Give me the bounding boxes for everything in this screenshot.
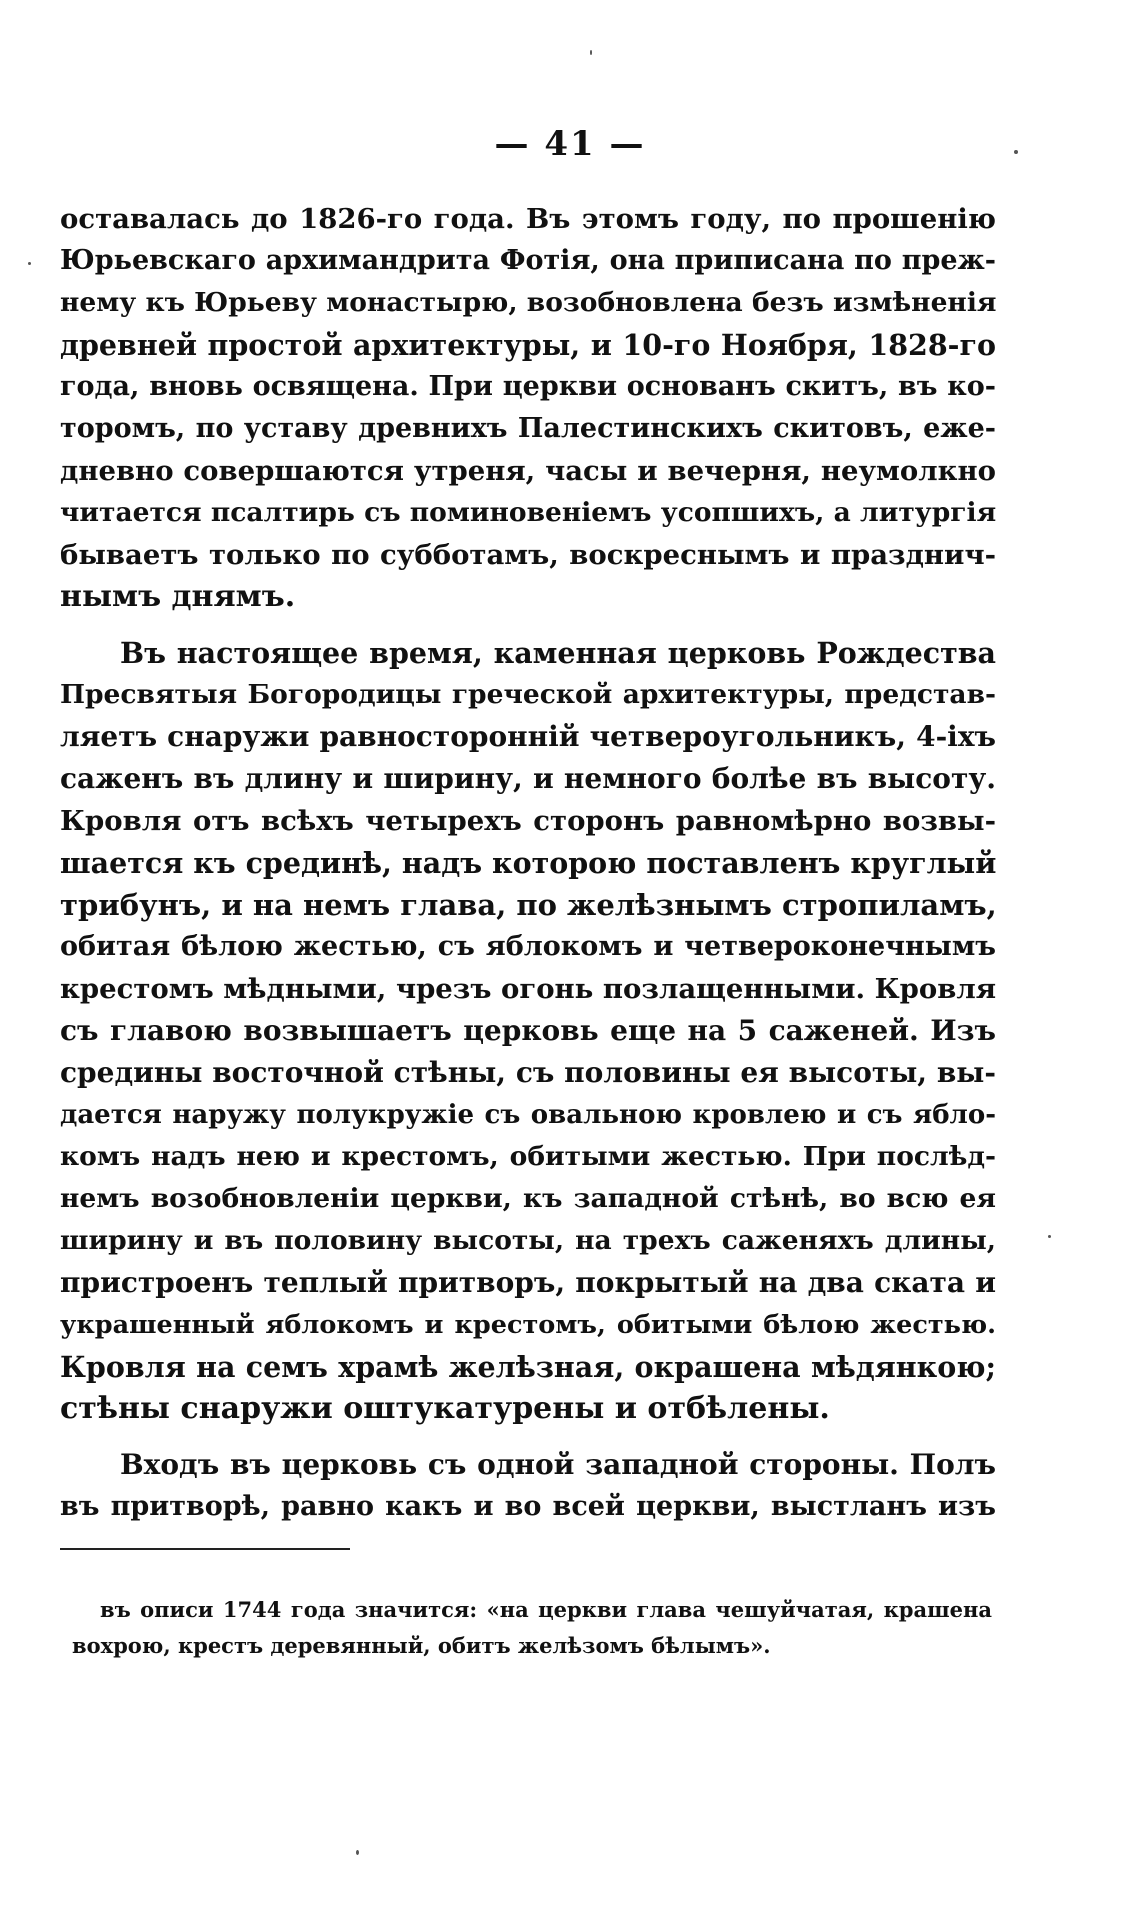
text-line: стѣны снаружи оштукатурены и отбѣлены.: [60, 1391, 830, 1426]
text-line: съ главою возвышаетъ церковь еще на 5 саженей. Изъ: [60, 1014, 996, 1047]
text-line: ширину и въ половину высоты, на трехъ саженяхъ длины,: [60, 1225, 996, 1256]
text-line: читается псалтирь съ поминовеніемъ усопшихъ, а литургія: [60, 497, 997, 528]
body-text: [60, 198, 996, 1528]
text-line: Юрьевскаго архимандрита Фотія, она приписана по преж-: [60, 245, 996, 276]
paragraph-2: [60, 632, 996, 1430]
text-line: въ притворѣ, равно какъ и во всей церкви, выстланъ изъ: [60, 1491, 996, 1522]
text-line: оставалась до 1826-го года. Въ этомъ году, по прошенію: [60, 203, 996, 235]
text-line: крестомъ мѣдными, чрезъ огонь позлащенными. Кровля: [60, 973, 997, 1005]
scan-speck: [1014, 150, 1018, 154]
scan-speck: [590, 50, 592, 55]
text-line: обитая бѣлою жестью, съ яблокомъ и четвероконечнымъ: [60, 931, 996, 962]
text-line: нему къ Юрьеву монастырю, возобновлена безъ измѣненія: [60, 287, 997, 318]
text-line: торомъ, по уставу древнихъ Палестинскихъ скитовъ, еже-: [60, 413, 996, 444]
paragraph-1: [60, 198, 996, 618]
footnote: [72, 1592, 992, 1664]
footnote-line: вохрою, крестъ деревянный, обитъ желѣзомъ бѣлымъ».: [72, 1633, 771, 1658]
text-line: украшенный яблокомъ и крестомъ, обитыми бѣлою жестью.: [60, 1310, 996, 1340]
scan-speck: [28, 262, 31, 265]
text-line: дневно совершаются утреня, часы и вечерня, неумолкно: [60, 455, 996, 487]
text-line: трибунъ, и на немъ глава, по желѣзнымъ стропиламъ,: [60, 888, 997, 922]
text-line: Кровля отъ всѣхъ четырехъ сторонъ равномѣрно возвы-: [60, 805, 996, 837]
text-line: Кровля на семъ храмѣ желѣзная, окрашена мѣдянкою;: [60, 1350, 996, 1384]
scan-speck: [1048, 1235, 1051, 1238]
text-line: дается наружу полукружіе съ овальною кровлею и съ ябло-: [60, 1100, 996, 1130]
paragraph-gap: [60, 618, 996, 632]
scan-speck: [356, 1850, 359, 1855]
text-line: шается къ срединѣ, надъ которою поставленъ круглый: [60, 846, 997, 880]
text-line: ляетъ снаружи равносторонній четвероугольникъ, 4-іхъ: [60, 720, 996, 753]
text-line: комъ надъ нею и крестомъ, обитыми жестью. При послѣд-: [60, 1141, 996, 1172]
text-line: немъ возобновленіи церкви, къ западной стѣнѣ, во всю ея: [60, 1183, 996, 1214]
text-line: пристроенъ теплый притворъ, покрытый на два ската и: [60, 1266, 996, 1299]
footnote-line: въ описи 1744 года значится: «на церкви глава чешуйчатая, крашена: [100, 1597, 992, 1622]
paragraph-3: [60, 1444, 996, 1528]
text-line: Входъ въ церковь съ одной западной стороны. Полъ: [120, 1448, 996, 1481]
paragraph-gap: [60, 1430, 996, 1444]
text-line: саженъ въ длину и ширину, и немного болѣе въ высоту.: [60, 762, 996, 795]
text-line: Пресвятыя Богородицы греческой архитектуры, представ-: [60, 679, 996, 710]
text-line: Въ настоящее время, каменная церковь Рождества: [120, 636, 996, 670]
page-number: — 41 —: [494, 124, 646, 164]
text-line: нымъ днямъ.: [60, 579, 296, 614]
text-line: бываетъ только по субботамъ, воскреснымъ и празднич-: [60, 539, 996, 571]
footnote-divider: [60, 1548, 350, 1550]
text-line: года, вновь освящена. При церкви основанъ скитъ, въ ко-: [60, 371, 996, 402]
text-line: древней простой архитектуры, и 10-го Ноября, 1828-го: [60, 328, 996, 362]
text-line: средины восточной стѣны, съ половины ея высоты, вы-: [60, 1056, 996, 1089]
